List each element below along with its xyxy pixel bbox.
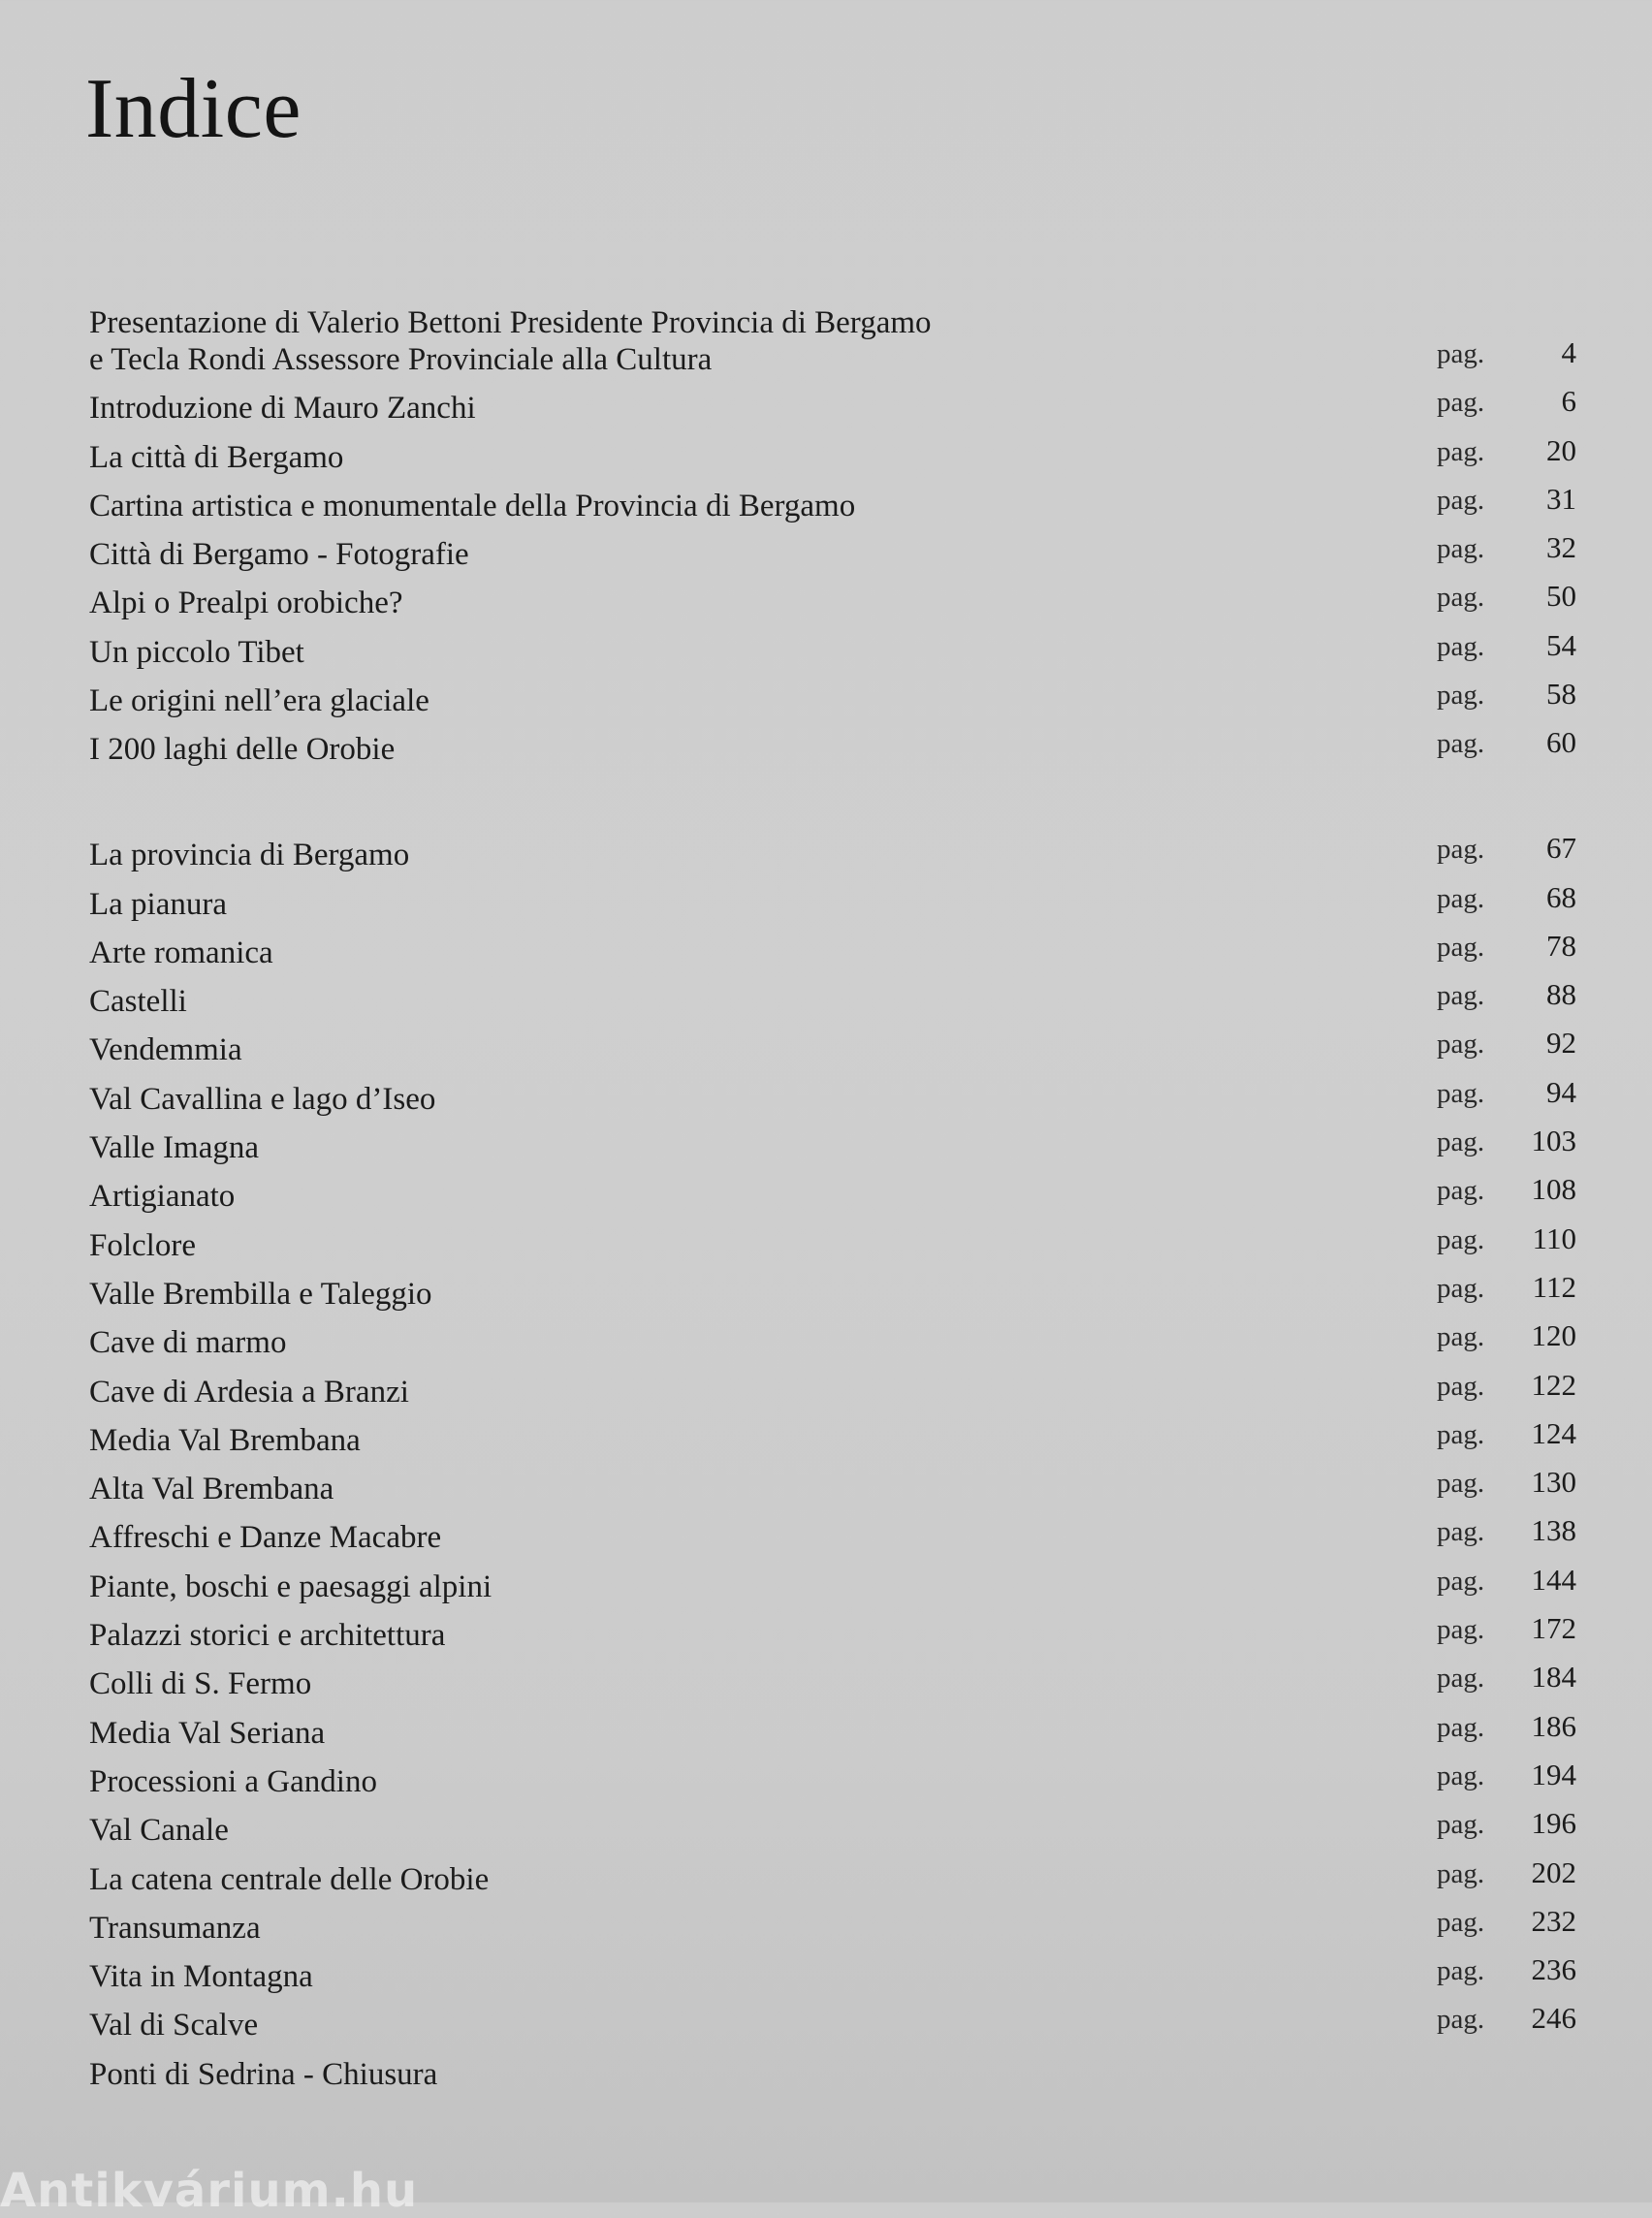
toc-entry — [0, 831, 1652, 879]
toc-entry-pag-label: pag. — [1437, 1370, 1485, 1402]
toc-entry — [0, 1660, 1652, 1708]
toc-entry-pag-label: pag. — [1437, 1223, 1485, 1255]
toc-entry-title: Affreschi e Danze Macabre — [89, 1520, 442, 1556]
toc-entry-title: Cave di Ardesia a Branzi — [89, 1374, 409, 1410]
toc-entry-page-number: 20 — [1546, 432, 1576, 467]
toc-entry-title: Ponti di Sedrina - Chiusura — [89, 2056, 438, 2092]
toc-entry-page-number: 108 — [1531, 1172, 1576, 1207]
toc-entry — [0, 579, 1652, 627]
toc-entry-page-number: 50 — [1546, 579, 1576, 614]
toc-entry-pag-label: pag. — [1437, 680, 1485, 712]
toc-entry-pag-label: pag. — [1437, 882, 1485, 914]
toc-entry-pag-label: pag. — [1437, 1418, 1485, 1450]
toc-entry-pag-label: pag. — [1437, 533, 1485, 565]
toc-entry-title: Presentazione di Valerio Bettoni Presidente Provincia di Bergamo e Tecla Rondi Assessore Provinciale alla Cultura — [89, 305, 932, 377]
toc-entry — [0, 1806, 1652, 1854]
toc-entry-title: Processioni a Gandino — [89, 1763, 377, 1799]
toc-entry-page-number: 144 — [1531, 1562, 1576, 1597]
toc-entry — [0, 1708, 1652, 1757]
toc-entry — [0, 1367, 1652, 1415]
toc-entry-pag-label: pag. — [1437, 1126, 1485, 1158]
toc-entry — [0, 725, 1652, 774]
toc-entry-pag-label: pag. — [1437, 1272, 1485, 1304]
toc-entry-title: La pianura — [89, 886, 228, 922]
toc-entry-title: Castelli — [89, 984, 187, 1020]
toc-entry-pag-label: pag. — [1437, 1857, 1485, 1889]
toc-entry-page-number: 32 — [1546, 530, 1576, 565]
toc-entry-page-number: 67 — [1546, 831, 1576, 866]
toc-entry-title: Arte romanica — [89, 935, 273, 970]
toc-entry-title: Transumanza — [89, 1910, 261, 1946]
toc-entry — [0, 677, 1652, 725]
toc-entry — [0, 1562, 1652, 1610]
toc-entry-page-number: 120 — [1531, 1318, 1576, 1353]
toc-entry-page-number: 60 — [1546, 725, 1576, 760]
toc-entry-pag-label: pag. — [1437, 728, 1485, 760]
toc-entry-pag-label: pag. — [1437, 1321, 1485, 1353]
toc-section-introduction — [0, 302, 1652, 774]
toc-entry-page-number: 186 — [1531, 1708, 1576, 1743]
toc-entry-pag-label: pag. — [1437, 1955, 1485, 1987]
toc-entry-title: Media Val Seriana — [89, 1715, 326, 1751]
toc-entry-title: La provincia di Bergamo — [89, 838, 410, 873]
toc-entry-title: Un piccolo Tibet — [89, 634, 304, 670]
toc-entry-title: La città di Bergamo — [89, 439, 344, 475]
toc-entry — [0, 879, 1652, 928]
toc-entry-title: Valle Brembilla e Taleggio — [89, 1276, 432, 1312]
toc-entry-title: Valle Imagna — [89, 1130, 260, 1166]
toc-entry-title: Artigianato — [89, 1179, 236, 1215]
toc-entry-pag-label: pag. — [1437, 1614, 1485, 1646]
toc-entry-pag-label: pag. — [1437, 435, 1485, 467]
toc-entry-pag-label: pag. — [1437, 1468, 1485, 1500]
toc-entry — [0, 977, 1652, 1026]
toc-entry-page-number: 124 — [1531, 1415, 1576, 1450]
toc-entry — [0, 1416, 1652, 1465]
toc-entry-page-number: 122 — [1531, 1367, 1576, 1402]
toc-entry-title: Alpi o Prealpi orobiche? — [89, 586, 403, 621]
toc-entry-page-number: 78 — [1546, 928, 1576, 963]
toc-entry-page-number: 103 — [1531, 1124, 1576, 1158]
toc-entry-page-number: 184 — [1531, 1660, 1576, 1695]
toc-entry — [0, 1952, 1652, 2001]
toc-entry-title: I 200 laghi delle Orobie — [89, 732, 396, 768]
toc-entry — [0, 1904, 1652, 1952]
toc-entry-page-number: 112 — [1532, 1269, 1576, 1304]
toc-entry-pag-label: pag. — [1437, 1906, 1485, 1938]
toc-entry-title: Palazzi storici e architettura — [89, 1618, 446, 1654]
toc-entry — [0, 2049, 1652, 2098]
toc-entry-pag-label: pag. — [1437, 1029, 1485, 1061]
toc-entry-pag-label: pag. — [1437, 834, 1485, 866]
toc-entry-page-number: 6 — [1561, 384, 1576, 419]
toc-entry-page-number: 246 — [1531, 2001, 1576, 2036]
toc-entry-page-number: 202 — [1531, 1854, 1576, 1889]
toc-entry-page-number: 172 — [1531, 1611, 1576, 1646]
toc-entry-page-number: 88 — [1546, 977, 1576, 1012]
toc-entry — [0, 1270, 1652, 1318]
toc-entry — [0, 1124, 1652, 1172]
toc-entry-title: Piante, boschi e paesaggi alpini — [89, 1568, 492, 1604]
toc-entry-title: Colli di S. Fermo — [89, 1666, 312, 1702]
toc-entry — [0, 1220, 1652, 1269]
toc-entry — [0, 302, 1652, 384]
toc-entry-page-number: 4 — [1561, 335, 1576, 369]
toc-entry-pag-label: pag. — [1437, 1077, 1485, 1109]
toc-entry — [0, 530, 1652, 579]
toc-entry-page-number: 68 — [1546, 879, 1576, 914]
toc-entry — [0, 1318, 1652, 1367]
toc-entry-pag-label: pag. — [1437, 1711, 1485, 1743]
toc-entry-title: Cave di marmo — [89, 1325, 287, 1361]
toc-entry-page-number: 31 — [1546, 481, 1576, 516]
toc-entry-page-number: 94 — [1546, 1074, 1576, 1109]
toc-entry — [0, 627, 1652, 676]
toc-entry-title: Alta Val Brembana — [89, 1472, 334, 1507]
toc-entry-title: La catena centrale delle Orobie — [89, 1861, 490, 1897]
toc-entry-page-number: 138 — [1531, 1513, 1576, 1548]
toc-entry-page-number: 110 — [1532, 1220, 1576, 1255]
toc-entry — [0, 1465, 1652, 1513]
toc-entry-page-number: 196 — [1531, 1806, 1576, 1841]
toc-entry — [0, 1854, 1652, 1903]
toc-entry-page-number: 236 — [1531, 1952, 1576, 1987]
page-title: Indice — [85, 62, 302, 156]
watermark: Antikvárium.hu — [0, 2164, 419, 2218]
toc-entry-title: Folclore — [89, 1227, 196, 1263]
toc-entry-pag-label: pag. — [1437, 387, 1485, 419]
toc-entry-title: Città di Bergamo - Fotografie — [89, 537, 469, 573]
toc-entry-page-number: 232 — [1531, 1903, 1576, 1938]
toc-entry-pag-label: pag. — [1437, 980, 1485, 1012]
toc-entry-pag-label: pag. — [1437, 484, 1485, 516]
toc-entry-pag-label: pag. — [1437, 338, 1485, 369]
toc-entry-pag-label: pag. — [1437, 1516, 1485, 1548]
toc-entry — [0, 2001, 1652, 2049]
toc-entry-pag-label: pag. — [1437, 1565, 1485, 1597]
toc-entry-page-number: 194 — [1531, 1757, 1576, 1791]
toc-entry-title: Val Canale — [89, 1813, 229, 1849]
toc-entry-pag-label: pag. — [1437, 582, 1485, 614]
toc-entry — [0, 929, 1652, 977]
toc-entry — [0, 432, 1652, 481]
toc-entry — [0, 482, 1652, 530]
toc-entry-pag-label: pag. — [1437, 2004, 1485, 2036]
toc-entry-title: Introduzione di Mauro Zanchi — [89, 391, 476, 427]
toc-entry — [0, 384, 1652, 432]
toc-entry-pag-label: pag. — [1437, 1175, 1485, 1207]
toc-entry-pag-label: pag. — [1437, 1809, 1485, 1841]
toc-entry-title: Val di Scalve — [89, 2008, 259, 2044]
toc-entry-title: Vendemmia — [89, 1032, 242, 1068]
toc-entry-title: Cartina artistica e monumentale della Provincia di Bergamo — [89, 488, 856, 523]
toc-entry — [0, 1026, 1652, 1074]
toc-entry-page-number: 54 — [1546, 627, 1576, 662]
toc-entry — [0, 1513, 1652, 1562]
toc-entry-pag-label: pag. — [1437, 1759, 1485, 1791]
toc-entry-title: Vita in Montagna — [89, 1959, 313, 1995]
toc-entry-pag-label: pag. — [1437, 1663, 1485, 1695]
toc-entry-pag-label: pag. — [1437, 630, 1485, 662]
toc-entry — [0, 1074, 1652, 1123]
toc-entry-title: Le origini nell’era glaciale — [89, 683, 429, 719]
toc-entry — [0, 1172, 1652, 1220]
toc-section-province — [0, 831, 1652, 2099]
toc-entry-page-number: 92 — [1546, 1026, 1576, 1061]
toc-entry — [0, 1611, 1652, 1660]
toc-entry-pag-label: pag. — [1437, 931, 1485, 963]
toc-entry — [0, 1758, 1652, 1806]
toc-entry-page-number: 58 — [1546, 677, 1576, 712]
toc-entry-title: Media Val Brembana — [89, 1422, 361, 1458]
toc-entry-title: Val Cavallina e lago d’Iseo — [89, 1081, 436, 1117]
toc-entry-page-number: 130 — [1531, 1465, 1576, 1500]
